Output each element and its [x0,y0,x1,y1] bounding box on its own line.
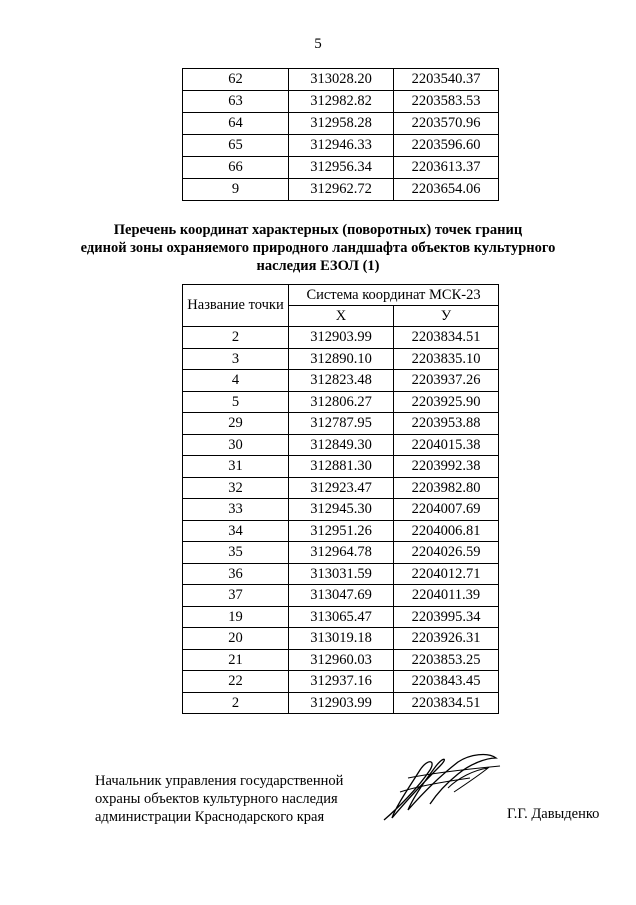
point-name-cell: 20 [183,628,289,650]
y-coordinate-cell: 2203982.80 [394,477,499,499]
y-coordinate-cell: 2204006.81 [394,520,499,542]
signatory-title-line-3: администрации Краснодарского края [95,809,325,825]
x-coordinate-cell: 313028.20 [289,69,394,91]
table-row [183,628,499,650]
table-row [183,477,499,499]
y-coordinate-cell: 2204015.38 [394,434,499,456]
table-row [183,157,499,179]
table-row [183,434,499,456]
y-coordinate-cell: 2203834.51 [394,327,499,349]
x-coordinate-cell: 313065.47 [289,606,394,628]
point-name-cell: 63 [183,91,289,113]
table-row [183,135,499,157]
point-name-cell: 30 [183,434,289,456]
point-name-cell: 66 [183,157,289,179]
signatory-title [95,772,343,826]
x-coordinate-cell: 313047.69 [289,585,394,607]
table-row [183,413,499,435]
point-name-cell: 37 [183,585,289,607]
x-coordinate-cell: 312937.16 [289,671,394,693]
y-coordinate-cell: 2204007.69 [394,499,499,521]
x-coordinate-cell: 312787.95 [289,413,394,435]
point-name-cell: 5 [183,391,289,413]
point-name-cell: 31 [183,456,289,478]
table-row [183,520,499,542]
x-coordinate-cell: 312946.33 [289,135,394,157]
point-name-cell: 19 [183,606,289,628]
y-coordinate-cell: 2203583.53 [394,91,499,113]
header-x: Х [289,306,394,327]
point-name-cell: 2 [183,327,289,349]
table2-header [183,285,499,327]
x-coordinate-cell: 312960.03 [289,649,394,671]
x-coordinate-cell: 312806.27 [289,391,394,413]
point-name-cell: 35 [183,542,289,564]
point-name-cell: 33 [183,499,289,521]
y-coordinate-cell: 2203835.10 [394,348,499,370]
table-row [183,348,499,370]
point-name-cell: 34 [183,520,289,542]
table-row [183,671,499,693]
x-coordinate-cell: 313019.18 [289,628,394,650]
y-coordinate-cell: 2204026.59 [394,542,499,564]
x-coordinate-cell: 312903.99 [289,692,394,714]
table-row [183,542,499,564]
y-coordinate-cell: 2203853.25 [394,649,499,671]
point-name-cell: 65 [183,135,289,157]
table-row [183,606,499,628]
header-point-name: Название точки [183,285,289,327]
y-coordinate-cell: 2203654.06 [394,179,499,201]
y-coordinate-cell: 2204011.39 [394,585,499,607]
coordinates-table-ezol [182,284,499,714]
table-row [183,585,499,607]
signatory-title-line-1: Начальник управления государственной [95,773,344,789]
header-coordinate-system: Система координат МСК-23 [289,285,499,306]
table-row [183,91,499,113]
point-name-cell: 62 [183,69,289,91]
table-row [183,113,499,135]
point-name-cell: 2 [183,692,289,714]
x-coordinate-cell: 312903.99 [289,327,394,349]
table-row [183,370,499,392]
point-name-cell: 9 [183,179,289,201]
y-coordinate-cell: 2203843.45 [394,671,499,693]
table-row [183,179,499,201]
coordinates-table-continued [182,68,499,201]
point-name-cell: 22 [183,671,289,693]
x-coordinate-cell: 312823.48 [289,370,394,392]
x-coordinate-cell: 312982.82 [289,91,394,113]
table-row [183,649,499,671]
y-coordinate-cell: 2203953.88 [394,413,499,435]
x-coordinate-cell: 312881.30 [289,456,394,478]
y-coordinate-cell: 2203570.96 [394,113,499,135]
x-coordinate-cell: 312923.47 [289,477,394,499]
table-row [183,456,499,478]
y-coordinate-cell: 2203937.26 [394,370,499,392]
table-row [183,391,499,413]
x-coordinate-cell: 312849.30 [289,434,394,456]
header-y: У [394,306,499,327]
point-name-cell: 36 [183,563,289,585]
y-coordinate-cell: 2203596.60 [394,135,499,157]
y-coordinate-cell: 2203540.37 [394,69,499,91]
x-coordinate-cell: 313031.59 [289,563,394,585]
x-coordinate-cell: 312951.26 [289,520,394,542]
handwritten-signature [378,748,506,830]
x-coordinate-cell: 312945.30 [289,499,394,521]
x-coordinate-cell: 312962.72 [289,179,394,201]
point-name-cell: 32 [183,477,289,499]
page-number: 5 [314,36,322,52]
heading-line-2: единой зоны охраняемого природного ландшафта объектов культурного [80,240,556,256]
y-coordinate-cell: 2203992.38 [394,456,499,478]
table-row [183,692,499,714]
table-row [183,327,499,349]
signatory-title-line-2: охраны объектов культурного наследия [95,791,338,807]
y-coordinate-cell: 2203995.34 [394,606,499,628]
table-row [183,563,499,585]
signer-name: Г.Г. Давыденко [507,806,600,822]
x-coordinate-cell: 312956.34 [289,157,394,179]
point-name-cell: 4 [183,370,289,392]
y-coordinate-cell: 2203613.37 [394,157,499,179]
table-row [183,499,499,521]
point-name-cell: 29 [183,413,289,435]
x-coordinate-cell: 312964.78 [289,542,394,564]
y-coordinate-cell: 2203925.90 [394,391,499,413]
point-name-cell: 64 [183,113,289,135]
heading-line-3: наследия ЕЗОЛ (1) [256,258,380,274]
point-name-cell: 3 [183,348,289,370]
y-coordinate-cell: 2204012.71 [394,563,499,585]
table-row [183,69,499,91]
table1-body [183,69,499,201]
section-heading [60,221,576,275]
x-coordinate-cell: 312890.10 [289,348,394,370]
point-name-cell: 21 [183,649,289,671]
y-coordinate-cell: 2203926.31 [394,628,499,650]
table2-body [183,327,499,714]
heading-line-1: Перечень координат характерных (поворотных) точек границ [113,222,523,238]
x-coordinate-cell: 312958.28 [289,113,394,135]
y-coordinate-cell: 2203834.51 [394,692,499,714]
